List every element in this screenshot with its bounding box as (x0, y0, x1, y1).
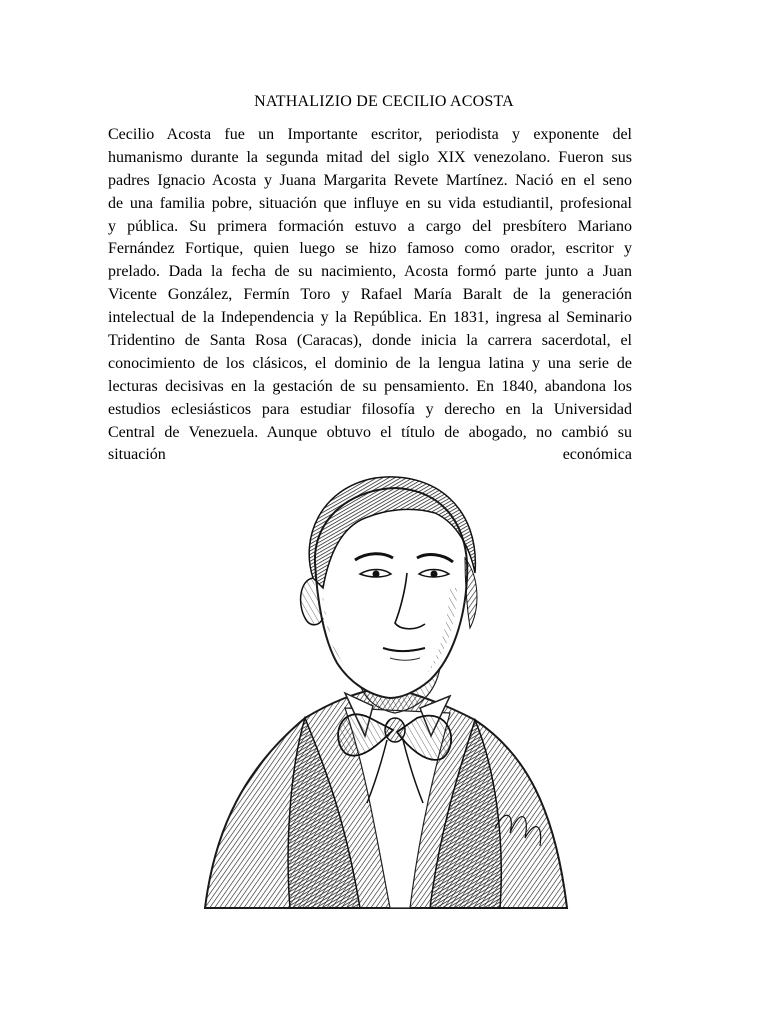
paragraph-line: Central de Venezuela. Aunque obtuvo el título de abogado, no cambió su (108, 423, 632, 441)
paragraph-line: y pública. Su primera formación estuvo a cargo del presbítero Mariano (108, 217, 632, 235)
paragraph-line: intelectual de la Independencia y la República. En 1831, ingresa al Seminario (108, 309, 632, 327)
paragraph-line: padres Ignacio Acosta y Juana Margarita Revete Martínez. Nació en el seno (108, 171, 632, 189)
paragraph-line: situación económica (108, 446, 632, 464)
paragraph-line: Vicente González, Fermín Toro y Rafael María Baralt de la generación (108, 286, 632, 304)
body-paragraph (108, 124, 632, 467)
paragraph-line: prelado. Dada la fecha de su nacimiento, Acosta formó parte junto a Juan (108, 263, 632, 281)
paragraph-line: lecturas decisivas en la gestación de su pensamiento. En 1840, abandona los (108, 377, 632, 395)
paragraph-line: humanismo durante la segunda mitad del siglo XIX venezolano. Fueron sus (108, 148, 632, 166)
paragraph-line: conocimiento de los clásicos, el dominio de la lengua latina y una serie de (108, 354, 632, 372)
paragraph-line: Cecilio Acosta fue un Importante escritor, periodista y exponente del (108, 126, 632, 143)
document-title: NATHALIZIO DE CECILIO ACOSTA (254, 93, 514, 110)
paragraph-line: de una familia pobre, situación que influye en su vida estudiantil, profesional (108, 194, 632, 212)
portrait-image (195, 468, 575, 918)
paragraph-line: Fernández Fortique, quien luego se hizo famoso como orador, escritor y (108, 240, 632, 258)
paragraph-line: estudios eclesiásticos para estudiar filosofía y derecho en la Universidad (108, 400, 632, 418)
paragraph-line: Tridentino de Santa Rosa (Caracas), donde inicia la carrera sacerdotal, el (108, 332, 632, 350)
